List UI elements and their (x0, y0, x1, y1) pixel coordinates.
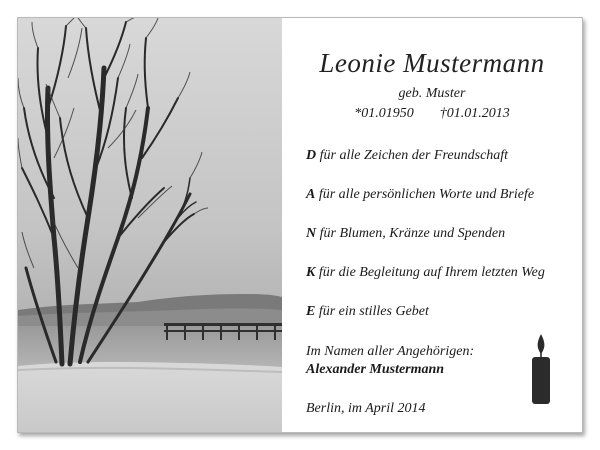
acrostic-letter: A (306, 187, 316, 202)
thanks-line-5 (306, 304, 429, 320)
signer-name: Alexander Mustermann (306, 362, 445, 377)
deceased-name: Leonie Mustermann (319, 48, 545, 78)
mourning-card (17, 17, 583, 433)
acrostic-text: für Blumen, Kränze und Spenden (316, 226, 506, 241)
on-behalf-text: Im Namen aller Angehörigen: (306, 344, 475, 359)
winter-lake-photo (18, 18, 282, 432)
acrostic-letter: K (306, 265, 316, 280)
birth-date: *01.01950 (354, 106, 414, 121)
life-dates (282, 106, 582, 122)
text-column (282, 18, 582, 432)
death-date: †01.01.2013 (439, 106, 510, 121)
thanks-line-1 (306, 148, 508, 164)
acrostic-text: für alle Zeichen der Freundschaft (316, 148, 509, 163)
acrostic-letter: E (306, 304, 316, 319)
acrostic-text: für alle persönlichen Worte und Briefe (315, 187, 535, 202)
place-date: Berlin, im April 2014 (306, 401, 426, 416)
thanks-line-4 (306, 265, 545, 281)
thanks-line-2 (306, 187, 534, 203)
maiden-name: geb. Muster (398, 86, 466, 101)
acrostic-letter: N (306, 226, 317, 241)
acrostic-text: für ein stilles Gebet (315, 304, 429, 319)
thanks-line-3 (306, 226, 505, 242)
acrostic-text: für die Begleitung auf Ihrem letzten Weg (315, 265, 545, 280)
acrostic-letter: D (306, 148, 317, 163)
candle-icon (529, 332, 553, 411)
